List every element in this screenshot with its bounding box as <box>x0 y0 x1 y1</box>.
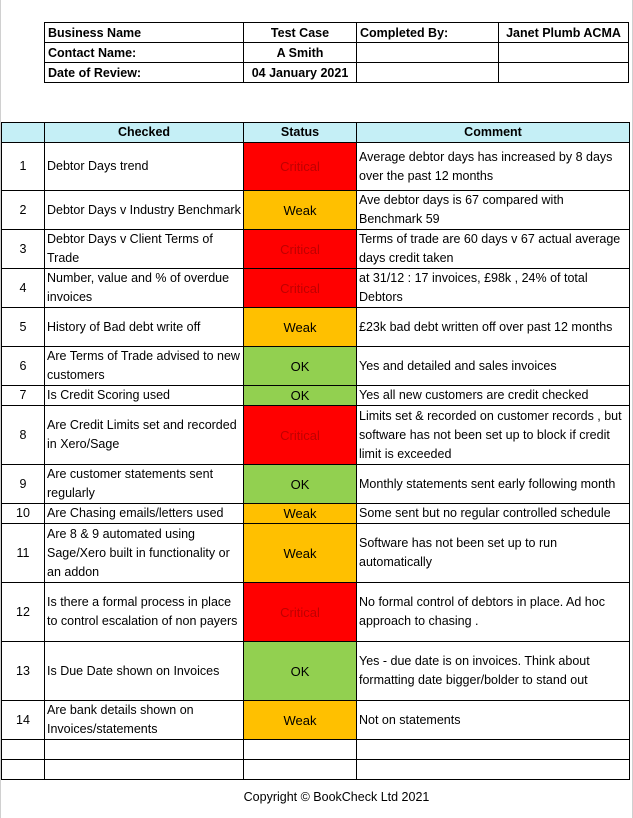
empty-cell[interactable] <box>357 740 630 760</box>
checked-cell[interactable]: Is Credit Scoring used <box>45 386 244 406</box>
checked-cell[interactable]: Are Terms of Trade advised to new customers <box>45 347 244 386</box>
empty-cell[interactable] <box>357 63 499 83</box>
checked-cell[interactable]: Is there a formal process in place to control escalation of non payers <box>45 583 244 642</box>
status-cell[interactable]: Weak <box>244 504 357 524</box>
checked-cell[interactable]: Debtor Days trend <box>45 143 244 191</box>
contact-name-value[interactable]: A Smith <box>244 43 357 63</box>
table-row <box>2 583 630 642</box>
row-number[interactable]: 4 <box>2 269 45 308</box>
comment-cell[interactable]: Terms of trade are 60 days v 67 actual average days credit taken <box>357 230 630 269</box>
checked-cell[interactable]: Are Credit Limits set and recorded in Xero/Sage <box>45 406 244 465</box>
comment-cell[interactable]: £23k bad debt written off over past 12 months <box>357 308 630 347</box>
row-number[interactable]: 9 <box>2 465 45 504</box>
table-row <box>2 308 630 347</box>
checked-cell[interactable]: Are Chasing emails/letters used <box>45 504 244 524</box>
row-number[interactable]: 13 <box>2 642 45 701</box>
status-cell[interactable]: Critical <box>244 583 357 642</box>
checked-cell[interactable]: History of Bad debt write off <box>45 308 244 347</box>
status-cell[interactable]: Weak <box>244 524 357 583</box>
comment-cell[interactable]: Yes - due date is on invoices. Think about formatting date bigger/bolder to stand out <box>357 642 630 701</box>
table-row <box>2 143 630 191</box>
review-date-value[interactable]: 04 January 2021 <box>244 63 357 83</box>
status-cell[interactable]: OK <box>244 465 357 504</box>
status-cell[interactable]: OK <box>244 642 357 701</box>
row-number[interactable]: 2 <box>2 191 45 230</box>
empty-cell[interactable] <box>244 760 357 780</box>
row-number[interactable]: 11 <box>2 524 45 583</box>
copyright-footer: Copyright © BookCheck Ltd 2021 <box>243 790 430 804</box>
contact-name-label: Contact Name: <box>45 43 244 63</box>
status-cell[interactable]: OK <box>244 347 357 386</box>
completed-by-value[interactable]: Janet Plumb ACMA <box>499 23 629 43</box>
empty-cell[interactable] <box>2 740 45 760</box>
table-row <box>2 406 630 465</box>
row-number[interactable]: 7 <box>2 386 45 406</box>
comment-cell[interactable]: at 31/12 : 17 invoices, £98k , 24% of total Debtors <box>357 269 630 308</box>
row-number[interactable]: 3 <box>2 230 45 269</box>
row-number[interactable]: 1 <box>2 143 45 191</box>
empty-cell[interactable] <box>2 760 45 780</box>
empty-cell[interactable] <box>357 43 499 63</box>
status-cell[interactable]: Weak <box>244 191 357 230</box>
comment-cell[interactable]: Limits set & recorded on customer records , but software has not been set up to block if credit limit is exceeded <box>357 406 630 465</box>
blank-row <box>2 740 630 760</box>
status-cell[interactable]: Critical <box>244 269 357 308</box>
table-row <box>2 524 630 583</box>
business-name-value[interactable]: Test Case <box>244 23 357 43</box>
comment-cell[interactable]: Yes and detailed and sales invoices <box>357 347 630 386</box>
status-cell[interactable]: Critical <box>244 230 357 269</box>
empty-cell[interactable] <box>499 63 629 83</box>
comment-cell[interactable]: Monthly statements sent early following month <box>357 465 630 504</box>
status-cell[interactable]: Weak <box>244 701 357 740</box>
row-number[interactable]: 12 <box>2 583 45 642</box>
column-header-comment: Comment <box>357 123 630 143</box>
credit-control-checklist <box>1 122 630 780</box>
row-number[interactable]: 14 <box>2 701 45 740</box>
table-row <box>2 504 630 524</box>
checked-cell[interactable]: Are customer statements sent regularly <box>45 465 244 504</box>
row-number[interactable]: 10 <box>2 504 45 524</box>
status-cell[interactable]: Weak <box>244 308 357 347</box>
comment-cell[interactable]: Yes all new customers are credit checked <box>357 386 630 406</box>
comment-cell[interactable]: Not on statements <box>357 701 630 740</box>
comment-cell[interactable]: Some sent but no regular controlled schedule <box>357 504 630 524</box>
review-info-table <box>44 22 629 83</box>
checked-cell[interactable]: Debtor Days v Industry Benchmark <box>45 191 244 230</box>
column-header-status: Status <box>244 123 357 143</box>
checked-cell[interactable]: Debtor Days v Client Terms of Trade <box>45 230 244 269</box>
checked-cell[interactable]: Number, value and % of overdue invoices <box>45 269 244 308</box>
column-header-checked: Checked <box>45 123 244 143</box>
row-number[interactable]: 5 <box>2 308 45 347</box>
comment-cell[interactable]: Average debtor days has increased by 8 days over the past 12 months <box>357 143 630 191</box>
table-row <box>2 269 630 308</box>
checked-cell[interactable]: Are 8 & 9 automated using Sage/Xero built in functionality or an addon <box>45 524 244 583</box>
status-cell[interactable]: Critical <box>244 143 357 191</box>
table-row <box>2 386 630 406</box>
header-num-cell <box>2 123 45 143</box>
status-cell[interactable]: OK <box>244 386 357 406</box>
table-row <box>2 642 630 701</box>
empty-cell[interactable] <box>45 760 244 780</box>
table-row <box>2 347 630 386</box>
row-number[interactable]: 8 <box>2 406 45 465</box>
comment-cell[interactable]: Ave debtor days is 67 compared with Benchmark 59 <box>357 191 630 230</box>
comment-cell[interactable]: No formal control of debtors in place. Ad hoc approach to chasing . <box>357 583 630 642</box>
table-row <box>2 230 630 269</box>
row-number[interactable]: 6 <box>2 347 45 386</box>
completed-by-label: Completed By: <box>357 23 499 43</box>
table-row <box>2 701 630 740</box>
review-date-label: Date of Review: <box>45 63 244 83</box>
checked-cell[interactable]: Are bank details shown on Invoices/statements <box>45 701 244 740</box>
status-cell[interactable]: Critical <box>244 406 357 465</box>
comment-cell[interactable]: Software has not been set up to run automatically <box>357 524 630 583</box>
table-row <box>2 191 630 230</box>
table-row <box>2 465 630 504</box>
empty-cell[interactable] <box>45 740 244 760</box>
business-name-label: Business Name <box>45 23 244 43</box>
empty-cell[interactable] <box>244 740 357 760</box>
empty-cell[interactable] <box>499 43 629 63</box>
blank-row <box>2 760 630 780</box>
checked-cell[interactable]: Is Due Date shown on Invoices <box>45 642 244 701</box>
empty-cell[interactable] <box>357 760 630 780</box>
